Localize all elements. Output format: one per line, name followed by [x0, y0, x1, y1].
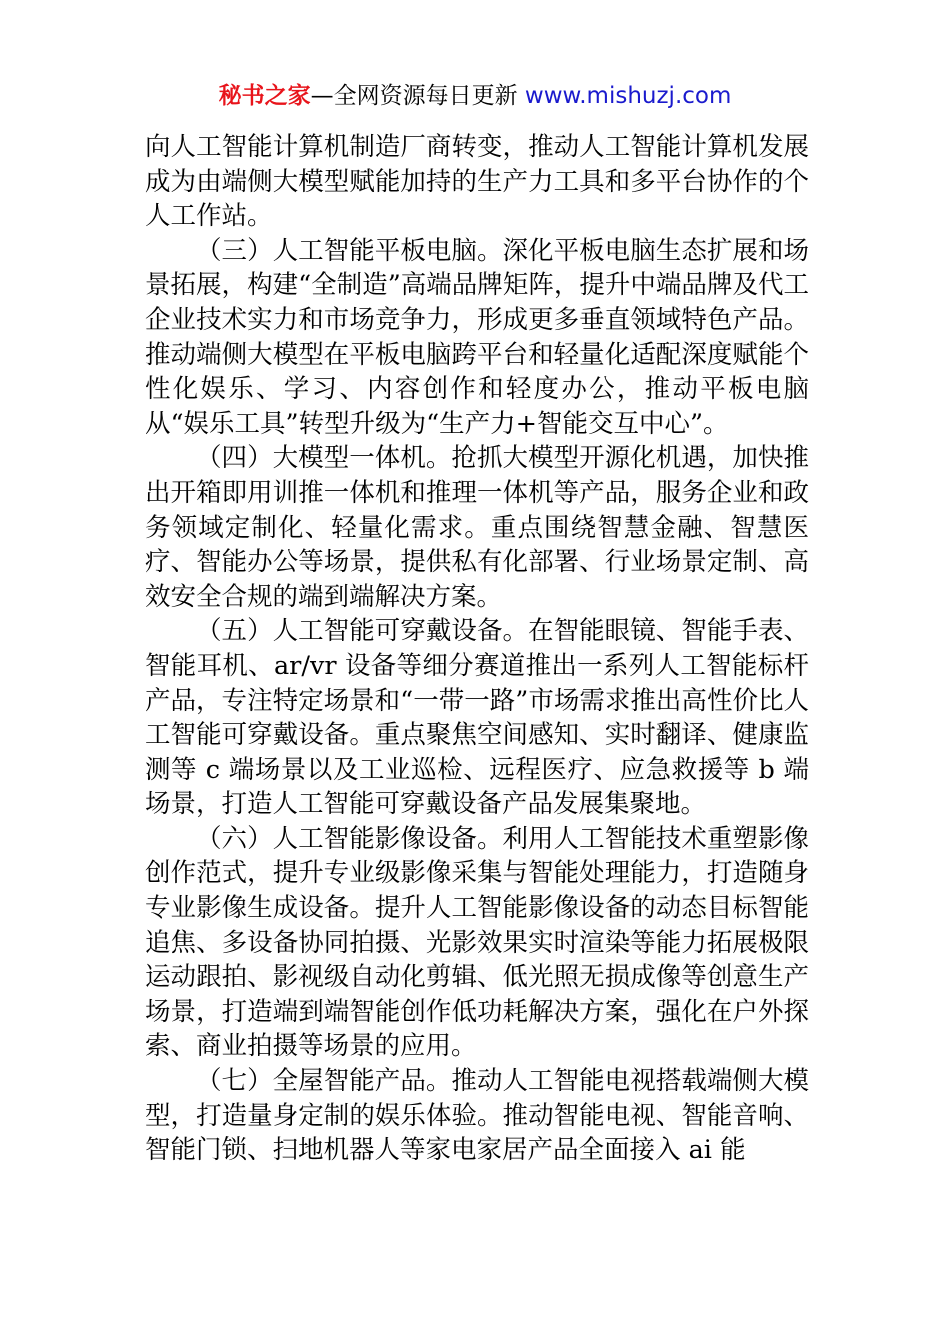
paragraph-section-6: （六）人工智能影像设备。利用人工智能技术重塑影像创作范式，提升专业级影像采集与智能处理能力，打造随身专业影像生成设备。提升人工智能影像设备的动态目标智能追焦、多设备协同拍摄、光影效果实时渲染等能力拓展极限运动跟拍、影视级自动化剪辑、低光照无损成像等创意生产场景，打造端到端智能创作低功耗解决方案，强化在户外探索、商业拍摄等场景的应用。: [145, 823, 809, 1062]
paragraph-section-5: （五）人工智能可穿戴设备。在智能眼镜、智能手表、智能耳机、ar/vr 设备等细分赛道推出一系列人工智能标杆产品，专注特定场景和“一带一路”市场需求推出高性价比人工智能可穿戴设备。重点聚焦空间感知、实时翻译、健康监测等 c 端场景以及工业巡检、远程医疗、应急救援等 b 端场景，打造人工智能可穿戴设备产品发展集聚地。: [145, 616, 809, 820]
site-brand: 秘书之家: [218, 83, 311, 109]
paragraph-section-4: （四）大模型一体机。抢抓大模型开源化机遇，加快推出开箱即用训推一体机和推理一体机等产品，服务企业和政务领域定制化、轻量化需求。重点围绕智慧金融、智慧医疗、智能办公等场景，提供私有化部署、行业场景定制、高效安全合规的端到端解决方案。: [145, 443, 809, 612]
site-header: [0, 80, 950, 112]
site-tagline: —全网资源每日更新: [310, 83, 525, 109]
paragraph-section-3: （三）人工智能平板电脑。深化平板电脑生态扩展和场景拓展，构建“全制造”高端品牌矩阵，提升中端品牌及代工企业技术实力和市场竞争力，形成更多垂直领域特色产品。推动端侧大模型在平板电脑跨平台和轻量化适配深度赋能个性化娱乐、学习、内容创作和轻度办公，推动平板电脑从“娱乐工具”转型升级为“生产力+智能交互中心”。: [145, 235, 809, 439]
paragraph-continuation: 向人工智能计算机制造厂商转变，推动人工智能计算机发展成为由端侧大模型赋能加持的生产力工具和多平台协作的个人工作站。: [145, 132, 809, 232]
site-url[interactable]: www.mishuzj.com: [524, 83, 732, 109]
paragraph-section-7: （七）全屋智能产品。推动人工智能电视搭载端侧大模型，打造量身定制的娱乐体验。推动智能电视、智能音响、智能门锁、扫地机器人等家电家居产品全面接入 ai 能: [145, 1066, 809, 1166]
document-body: [145, 130, 809, 1168]
